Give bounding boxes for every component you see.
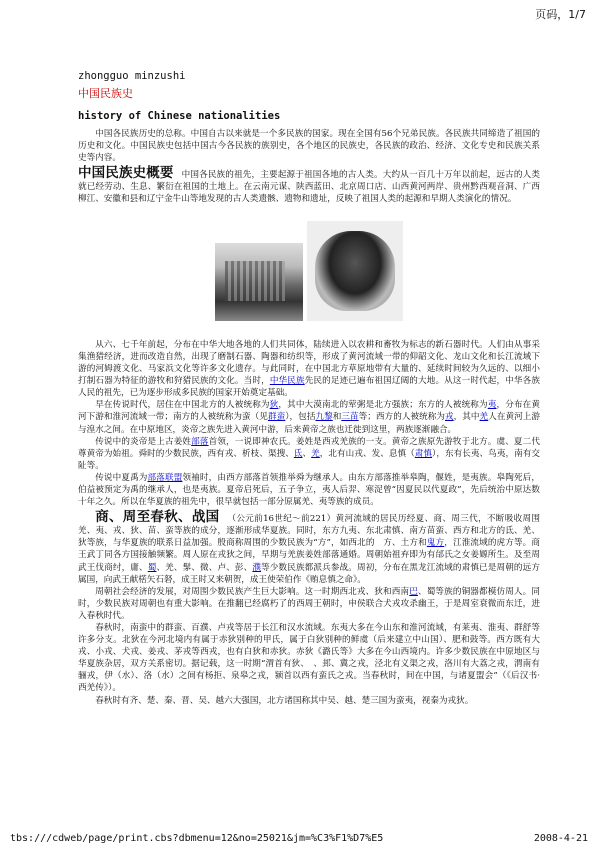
link-yi[interactable]: 夷 xyxy=(487,400,497,411)
link-qiang-tribe[interactable]: 羌 xyxy=(311,448,320,459)
paragraph-spring-autumn: 春秋时，南蛮中的群蛮、百濮、卢戎等居于长江和汉水流域。东夷大多在今山东和淮河流域，有莱夷、淮夷、群舒等许多分支。北狄在今河北境内有属于赤狄别种的甲氏，属于白狄别种的鲜虞（后来建立中山国）、肥和鼓等。西方既有大戎、小戎、犬戎、姜戎、茅戎等西戎，也有白狄和赤狄。赤狄《潞氏等》大多在今山西境内。许多少数民族在中原地区与华夏族杂居，双方关系密切。据记载，这一时期“渭首有狄、 、邽、冀之戎，泾北有义渠之戎，洛川有大荔之戎，渭南有骊戎，伊（水）、洛（水）之间有杨拒、泉皋之戎，颍首以西有蛮氏之戎。当春秋时，间在中国，与诸夏盟会”（《后汉书·西羌传》）。 xyxy=(78,623,540,694)
link-qiang[interactable]: 羌 xyxy=(479,412,489,423)
paragraph-legend-era: 早在传说时代，居住在中国北方的人被统称为狄，其中大漠南北的荤粥是北方强族；东方的人被统称为夷，分布在黄河下游和淮河流域一带；南方的人被统称为蛮（见群蛮），包括九黎和三苗等；西方的人被统称为戎，其中羌人在黄河上游与湟水之间。在中原地区，炎帝之族先进入黄河中游，后来黄帝之族也迁徙到这里，两族逐渐融合。 xyxy=(78,400,540,435)
paragraph-neolithic: 从六、七千年前起，分布在中华大地各地的人们共同体，陆续进入以农耕和畜牧为标志的新石器时代。人们由从事采集渔猎经济，进而改造自然，出现了磨制石器、陶器和纺织等，形成了黄河流域一带的仰韶文化、龙山文化和长江流域下游的河姆渡文化、马家浜文化等许多文化遗存。与此同时，在中国北方草原地带有大量的、延续时间较为久远的、以细小打制石器为特征的游牧和狩猎民族的文化。当时，中华民族先民的足迹已遍布祖国辽阔的大地。从这一时代起，中华各族人民的祖先，已为逐步形成多民族的国家开始奠定基础。 xyxy=(78,339,540,399)
section-heading-shang-zhou: 商、周至春秋、战国 xyxy=(95,509,220,526)
link-sanmiao[interactable]: 三苗 xyxy=(341,412,359,423)
link-sushen[interactable]: 肃慎 xyxy=(414,448,433,459)
painted-pottery-photo xyxy=(307,221,403,321)
page-number: 页码，1/7 xyxy=(535,8,586,21)
link-pu[interactable]: 濮 xyxy=(252,562,262,573)
link-ba[interactable]: 巴 xyxy=(409,586,418,597)
section-shang-zhou: 商、周至春秋、战国 （公元前16世纪～前221）黄河流域的居民历经夏、商、周三代，不断吸收周围羌、夷、戎、狄、苗、蛮等族的成分，逐渐形成华夏族。同时，东方九夷、东北肃慎、南方苗蛮、西方和北方的氐、羌、狄等族，与华夏族的联系日益加强。殷商称周围的少数民族为“方”，如西北的 方、土方和鬼方，江淮流域的虎方等。商王武丁同各方国接触频繁。周人原在戎狄之间，早期与羌族姜姓部落通婚。周朝始祖弃即为有邰氏之女姜嫄所生。及至周武王伐商纣，庸、蜀、羌、髳、微、卢、彭、濮等少数民族都派兵参战。周初，分布在黑龙江流域的肃慎已是周朝的远方属国，向武王献楛矢石砮，成王时又来朝贺，成王使荣伯作《贿息慎之命》。 xyxy=(78,509,540,585)
paragraph-six-powers: 春秋时有齐、楚、秦、晋、吴、越六大强国，北方诸国称其中吴、越、楚三国为蛮夷，视秦为戎狄。 xyxy=(95,695,474,706)
link-shu[interactable]: 蜀 xyxy=(147,562,157,573)
section-dates: （公元前16世纪～前221） xyxy=(227,514,336,525)
paragraph-xia: 传说中夏禹为部落联盟领袖时，由西方部落首领推举舜为继承人。由东方部落推举皋陶，偃姓，是夷族。皋陶死后，伯益被预定为禹的继承人，也是夷族。夏帝启死后，五子争立，夷人后羿、寒浞曾“因夏民以代夏政”，先后统治中原达数十年之久。所以在华夏族的祖先中，很早就包括一部分原属羌、夷等族的成员。 xyxy=(78,472,540,508)
intro-paragraph: 中国各民族历史的总称。中国自古以来就是一个多民族的国家。现在全国有56个兄弟民族。各民族共同缔造了祖国的历史和文化。中国民族史包括中国古今各民族的族别史，各个地区的民族史，各民族的政治、经济、文化专史和民族关系史等内容。 xyxy=(78,129,540,164)
link-qunman[interactable]: 群蛮 xyxy=(267,412,286,423)
pinyin-title: zhongguo minzushi xyxy=(78,70,186,82)
print-footer xyxy=(10,833,588,844)
photo-group xyxy=(78,221,540,321)
chinese-title: 中国民族史 xyxy=(78,87,133,101)
english-title: history of Chinese nationalities xyxy=(78,110,281,123)
archaeological-site-photo xyxy=(215,243,303,321)
link-buluo[interactable]: 部落 xyxy=(191,436,209,447)
link-zhonghua-minzu[interactable]: 中华民族 xyxy=(269,376,305,387)
link-di-tribe[interactable]: 氐 xyxy=(293,448,303,459)
paragraph-yandi: 传说中的炎帝是上古姜姓部落首领，一说即神农氏。姜姓是西戎羌族的一支。黄帝之族原先游牧于北方。虞、夏二代尊黄帝为始祖。舜时的少数民族，西有戎、析枝、渠搜、氐、羌，北有山戎、发、息慎（肃慎），东有长夷、鸟夷，南有交阯等。 xyxy=(78,436,540,471)
link-jiuli[interactable]: 九黎 xyxy=(315,412,333,423)
link-buluo-lianmeng[interactable]: 部落联盟 xyxy=(147,472,183,483)
section-overview xyxy=(78,164,541,205)
link-di[interactable]: 狄 xyxy=(269,400,279,411)
overview-text: 中国各民族的祖先，主要起源于祖国各地的古人类。大约从一百几十万年以前起，远古的人类就已经劳动、生息、繁衍在祖国的土地上。在云南元谋、陕西蓝田、北京周口店、山西黄河两岸、贵州黔西观音洞、广西柳江、安徽和县和辽宁金牛山等地发现的古人类遗骸、遗物和遗址，反映了祖国人类的起源和早期人类演化的情况。 xyxy=(78,169,541,204)
paragraph-zhou-influence: 周朝社会经济的发展，对周围少数民族产生巨大影响。这一时期西北戎、狄和西南巴、蜀等族的铜器都模仿周人。同时，少数民族对周朝也有重大影响。在推翻已经腐朽了的西周王朝时，申侯联合犬戎攻杀幽王，于是周室衰微而东迁，进入春秋时代。 xyxy=(78,586,540,621)
section-heading-overview: 中国民族史概要 xyxy=(78,164,174,181)
footer-date: 2008-4-21 xyxy=(533,833,588,844)
link-guifang[interactable]: 鬼方 xyxy=(426,538,445,549)
footer-url: tbs:///cdweb/page/print.cbs?dbmenu=12&no=25021&jm=%C3%F1%D7%E5 xyxy=(10,833,384,844)
article xyxy=(78,70,540,707)
link-rong[interactable]: 戎 xyxy=(445,412,454,423)
